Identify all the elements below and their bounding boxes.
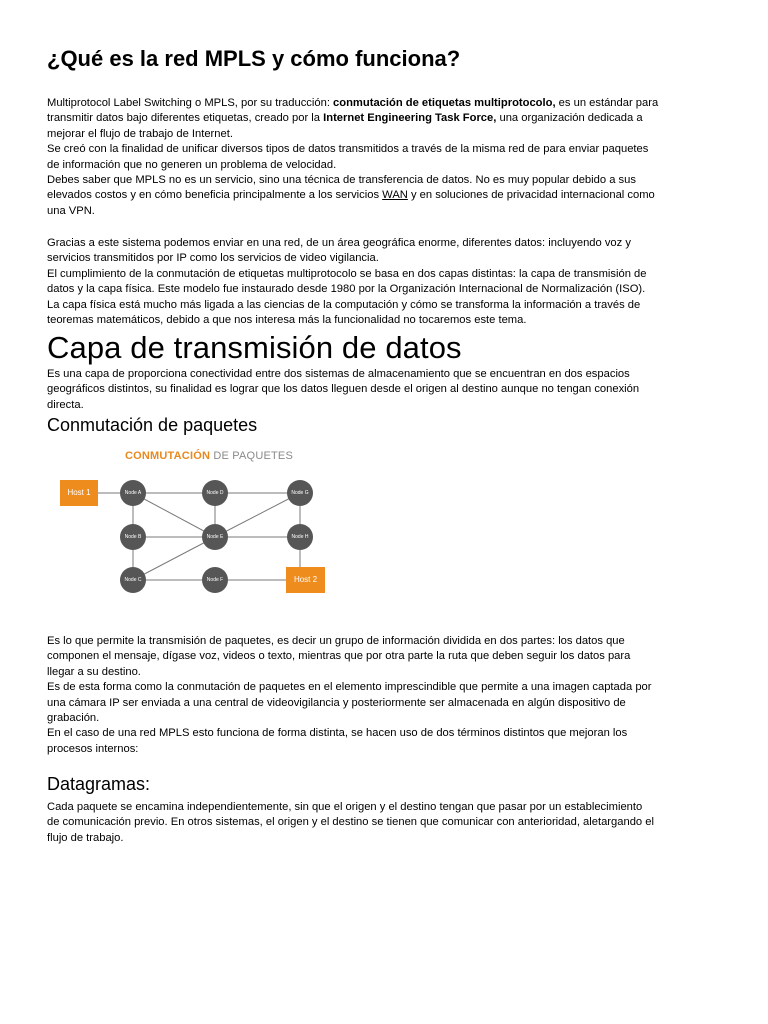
intro-line-4: Se creó con la finalidad de unificar diversos tipos de datos transmitidos a través de la misma red de para enviar paquetes <box>47 143 649 156</box>
system-line-4: datos y la capa física. Este modelo fue instaurado desde 1980 por la Organización Internacional de Normalización (ISO). <box>47 283 646 296</box>
node-f: Node F <box>202 567 228 593</box>
datagrams-line-3: flujo de trabajo. <box>47 831 124 844</box>
switching-line-4: Es de esta forma como la conmutación de paquetes en el elemento imprescindible que permite a una imagen captada por <box>47 681 652 694</box>
intro-line-2: transmitir datos bajo diferentes etiquetas, creado por la Internet Engineering Task Force, una organización dedicada a <box>47 112 643 125</box>
link-e-g <box>215 493 300 537</box>
host-1: Host 1 <box>60 480 98 506</box>
switching-line-6: grabación. <box>47 712 100 725</box>
node-e: Node E <box>202 524 228 550</box>
diagram-title: CONMUTACIÓN DE PAQUETES <box>125 450 293 462</box>
transmission-line-1: Es una capa de proporciona conectividad entre dos sistemas de almacenamiento que se encuentran en dos espacios <box>47 368 630 380</box>
bold-term-conmutacion: conmutación de etiquetas multiprotocolo, <box>333 97 556 109</box>
node-g: Node G <box>287 480 313 506</box>
system-line-5: La capa física está mucho más ligada a las ciencias de la computación y cómo se transforma la información a través de <box>47 298 641 311</box>
node-b: Node B <box>120 524 146 550</box>
intro-paragraph <box>47 96 727 219</box>
wan-link[interactable]: WAN <box>382 189 408 202</box>
datagrams-paragraph <box>47 800 727 846</box>
heading-packet-switching: Conmutación de paquetes <box>47 415 258 435</box>
node-c: Node C <box>120 567 146 593</box>
system-line-6: teoremas matemáticos, debido a que nos interesa más la funcionalidad no tocaremos este tema. <box>47 314 527 327</box>
intro-line-5: de información que no generen un problema de velocidad. <box>47 158 337 171</box>
page-title: ¿Qué es la red MPLS y cómo funciona? <box>47 46 461 71</box>
switching-line-2: componen el mensaje, dígase voz, videos o texto, mientras que por otra parte la ruta que deben seguir los datos para <box>47 650 631 663</box>
node-a: Node A <box>120 480 146 506</box>
switching-line-5: una cámara IP ser enviada a una central de videovigilancia y posteriormente ser almacenada en algún dispositivo de <box>47 696 626 709</box>
system-line-1: Gracias a este sistema podemos enviar en una red, de un área geográfica enorme, diferentes datos: incluyendo voz y <box>47 237 631 249</box>
transmission-line-3: directa. <box>47 398 84 411</box>
switching-line-7: En el caso de una red MPLS esto funciona de forma distinta, se hacen uso de dos términos distintos que mejoran los <box>47 727 628 740</box>
intro-line-6: Debes saber que MPLS no es un servicio, sino una técnica de transferencia de datos. No es muy popular debido a sus <box>47 174 636 187</box>
switching-line-3: llegar a su destino. <box>47 665 141 678</box>
switching-line-8: procesos internos: <box>47 742 139 755</box>
transmission-paragraph <box>47 367 727 413</box>
intro-line-7: elevados costos y en cómo beneficia principalmente a los servicios WAN y en soluciones de privacidad internacional como <box>47 189 655 202</box>
system-line-2: servicios transmitidos por IP como los servicios de video vigilancia. <box>47 252 379 265</box>
node-h: Node H <box>287 524 313 550</box>
host-2: Host 2 <box>286 567 325 593</box>
intro-line-3: mejorar el flujo de trabajo de Internet. <box>47 127 233 140</box>
packet-switching-diagram <box>60 440 350 608</box>
node-d: Node D <box>202 480 228 506</box>
intro-line-8: una VPN. <box>47 204 95 217</box>
switching-paragraph <box>47 634 727 757</box>
system-paragraph <box>47 236 727 328</box>
datagrams-line-1: Cada paquete se encamina independientemente, sin que el origen y el destino tengan que pasar por un establecimiento <box>47 801 643 813</box>
transmission-line-2: geográficos distintos, su finalidad es lograr que los datos lleguen desde el origen al destino aunque no tengan conexión <box>47 383 640 396</box>
intro-line-1: Multiprotocol Label Switching o MPLS, por su traducción: conmutación de etiquetas multiprotocolo, es un estándar para <box>47 97 659 109</box>
heading-transmission-layer: Capa de transmisión de datos <box>47 330 462 365</box>
switching-line-1: Es lo que permite la transmisión de paquetes, es decir un grupo de información dividida en dos partes: los datos que <box>47 635 625 647</box>
system-line-3: El cumplimiento de la conmutación de etiquetas multiprotocolo se basa en dos capas distintas: la capa de transmisión de <box>47 267 647 280</box>
datagrams-line-2: de comunicación previo. En otros sistemas, el origen y el destino se tienen que comunicar con anterioridad, aletargando el <box>47 816 654 829</box>
heading-datagrams: Datagramas: <box>47 774 151 794</box>
bold-term-ietf: Internet Engineering Task Force, <box>323 112 497 125</box>
